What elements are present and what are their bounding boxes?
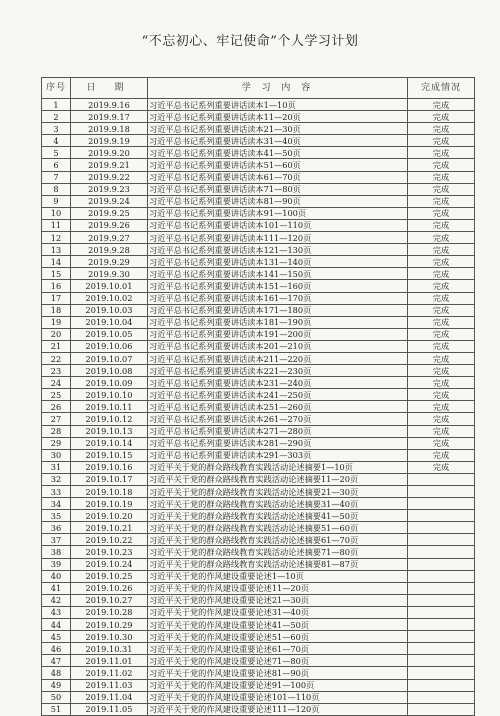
row-index: 29 bbox=[42, 437, 71, 449]
row-index: 17 bbox=[42, 292, 71, 304]
table-row bbox=[42, 449, 475, 461]
row-index: 27 bbox=[42, 413, 71, 425]
table-row bbox=[42, 667, 475, 679]
row-status: 完成 bbox=[408, 244, 475, 256]
row-status: 完成 bbox=[408, 123, 475, 135]
row-content: 习近平总书记系列重要讲话读本11—20页 bbox=[148, 111, 408, 123]
row-status bbox=[408, 498, 475, 510]
row-index: 44 bbox=[42, 619, 71, 631]
row-index: 28 bbox=[42, 425, 71, 437]
row-index: 21 bbox=[42, 340, 71, 352]
row-content: 习近平关于党的作风建设重要论述31—40页 bbox=[148, 606, 408, 618]
row-date: 2019.10.19 bbox=[71, 498, 148, 510]
row-index: 16 bbox=[42, 280, 71, 292]
row-content: 习近平关于党的作风建设重要论述71—80页 bbox=[148, 655, 408, 667]
row-index: 24 bbox=[42, 377, 71, 389]
table-row bbox=[42, 183, 475, 195]
row-date: 2019.9.24 bbox=[71, 195, 148, 207]
row-date: 2019.9.23 bbox=[71, 183, 148, 195]
row-index: 15 bbox=[42, 268, 71, 280]
row-index: 11 bbox=[42, 219, 71, 231]
row-content: 习近平总书记系列重要讲话读本271—280页 bbox=[148, 425, 408, 437]
row-index: 25 bbox=[42, 389, 71, 401]
row-index: 14 bbox=[42, 256, 71, 268]
row-date: 2019.9.27 bbox=[71, 232, 148, 244]
row-index: 13 bbox=[42, 244, 71, 256]
row-date: 2019.10.02 bbox=[71, 292, 148, 304]
row-status: 完成 bbox=[408, 352, 475, 364]
row-index: 4 bbox=[42, 135, 71, 147]
table-row bbox=[42, 328, 475, 340]
row-status: 完成 bbox=[408, 159, 475, 171]
row-index: 23 bbox=[42, 365, 71, 377]
table-row bbox=[42, 498, 475, 510]
row-status: 完成 bbox=[408, 328, 475, 340]
row-content: 习近平总书记系列重要讲话读本81—90页 bbox=[148, 195, 408, 207]
table-row bbox=[42, 99, 475, 111]
row-content: 习近平总书记系列重要讲话读本201—210页 bbox=[148, 340, 408, 352]
row-status bbox=[408, 655, 475, 667]
row-content: 习近平关于党的群众路线教育实践活动论述摘要71—80页 bbox=[148, 546, 408, 558]
row-status bbox=[408, 570, 475, 582]
row-date: 2019.10.29 bbox=[71, 619, 148, 631]
row-content: 习近平关于党的作风建设重要论述91—100页 bbox=[148, 679, 408, 691]
row-index: 38 bbox=[42, 546, 71, 558]
table-row bbox=[42, 643, 475, 655]
row-status: 完成 bbox=[408, 232, 475, 244]
row-date: 2019.10.30 bbox=[71, 631, 148, 643]
row-status bbox=[408, 691, 475, 703]
table-row bbox=[42, 207, 475, 219]
row-content: 习近平总书记系列重要讲话读本141—150页 bbox=[148, 268, 408, 280]
row-content: 习近平关于党的群众路线教育实践活动论述摘要11—20页 bbox=[148, 473, 408, 485]
row-content: 习近平总书记系列重要讲话读本181—190页 bbox=[148, 316, 408, 328]
table-row bbox=[42, 437, 475, 449]
row-index: 47 bbox=[42, 655, 71, 667]
row-date: 2019.10.22 bbox=[71, 534, 148, 546]
row-status: 完成 bbox=[408, 256, 475, 268]
row-date: 2019.9.16 bbox=[71, 99, 148, 111]
row-status: 完成 bbox=[408, 461, 475, 473]
row-date: 2019.10.15 bbox=[71, 449, 148, 461]
row-index: 30 bbox=[42, 449, 71, 461]
row-status bbox=[408, 606, 475, 618]
row-date: 2019.9.28 bbox=[71, 244, 148, 256]
row-status: 完成 bbox=[408, 316, 475, 328]
row-index: 43 bbox=[42, 606, 71, 618]
row-date: 2019.10.04 bbox=[71, 316, 148, 328]
row-date: 2019.11.03 bbox=[71, 679, 148, 691]
row-content: 习近平关于党的群众路线教育实践活动论述摘要41—50页 bbox=[148, 510, 408, 522]
row-content: 习近平关于党的作风建设重要论述11—20页 bbox=[148, 582, 408, 594]
row-date: 2019.9.26 bbox=[71, 219, 148, 231]
row-index: 39 bbox=[42, 558, 71, 570]
table-row bbox=[42, 534, 475, 546]
row-date: 2019.11.05 bbox=[71, 703, 148, 715]
row-date: 2019.10.20 bbox=[71, 510, 148, 522]
row-status: 完成 bbox=[408, 171, 475, 183]
row-status: 完成 bbox=[408, 219, 475, 231]
row-status: 完成 bbox=[408, 292, 475, 304]
row-content: 习近平总书记系列重要讲话读本111—120页 bbox=[148, 232, 408, 244]
row-content: 习近平总书记系列重要讲话读本31—40页 bbox=[148, 135, 408, 147]
row-date: 2019.10.10 bbox=[71, 389, 148, 401]
row-status: 完成 bbox=[408, 183, 475, 195]
row-index: 22 bbox=[42, 352, 71, 364]
row-index: 6 bbox=[42, 159, 71, 171]
row-date: 2019.11.01 bbox=[71, 655, 148, 667]
table-row bbox=[42, 365, 475, 377]
row-index: 45 bbox=[42, 631, 71, 643]
row-content: 习近平总书记系列重要讲话读本1—10页 bbox=[148, 99, 408, 111]
row-content: 习近平总书记系列重要讲话读本241—250页 bbox=[148, 389, 408, 401]
row-date: 2019.9.19 bbox=[71, 135, 148, 147]
row-content: 习近平总书记系列重要讲话读本71—80页 bbox=[148, 183, 408, 195]
table-row bbox=[42, 352, 475, 364]
table-row bbox=[42, 582, 475, 594]
table-row bbox=[42, 268, 475, 280]
row-date: 2019.10.17 bbox=[71, 473, 148, 485]
header-status: 完成情况 bbox=[408, 78, 475, 99]
row-date: 2019.10.25 bbox=[71, 570, 148, 582]
row-date: 2019.10.09 bbox=[71, 377, 148, 389]
row-index: 31 bbox=[42, 461, 71, 473]
row-date: 2019.10.08 bbox=[71, 365, 148, 377]
row-index: 2 bbox=[42, 111, 71, 123]
row-date: 2019.10.21 bbox=[71, 522, 148, 534]
table-row bbox=[42, 377, 475, 389]
row-content: 习近平关于党的群众路线教育实践活动论述摘要1—10页 bbox=[148, 461, 408, 473]
row-content: 习近平关于党的作风建设重要论述41—50页 bbox=[148, 619, 408, 631]
row-content: 习近平总书记系列重要讲话读本41—50页 bbox=[148, 147, 408, 159]
row-date: 2019.10.31 bbox=[71, 643, 148, 655]
row-content: 习近平关于党的作风建设重要论述111—120页 bbox=[148, 703, 408, 715]
row-status bbox=[408, 679, 475, 691]
row-date: 2019.10.01 bbox=[71, 280, 148, 292]
row-status bbox=[408, 558, 475, 570]
row-content: 习近平总书记系列重要讲话读本291—303页 bbox=[148, 449, 408, 461]
row-index: 46 bbox=[42, 643, 71, 655]
row-content: 习近平总书记系列重要讲话读本261—270页 bbox=[148, 413, 408, 425]
row-status bbox=[408, 522, 475, 534]
row-index: 49 bbox=[42, 679, 71, 691]
row-status bbox=[408, 546, 475, 558]
row-content: 习近平关于党的群众路线教育实践活动论述摘要61—70页 bbox=[148, 534, 408, 546]
row-content: 习近平总书记系列重要讲话读本151—160页 bbox=[148, 280, 408, 292]
row-date: 2019.10.16 bbox=[71, 461, 148, 473]
table-row bbox=[42, 389, 475, 401]
row-content: 习近平总书记系列重要讲话读本221—230页 bbox=[148, 365, 408, 377]
row-date: 2019.10.24 bbox=[71, 558, 148, 570]
table-row bbox=[42, 232, 475, 244]
row-status: 完成 bbox=[408, 304, 475, 316]
row-index: 36 bbox=[42, 522, 71, 534]
row-content: 习近平总书记系列重要讲话读本51—60页 bbox=[148, 159, 408, 171]
row-date: 2019.9.29 bbox=[71, 256, 148, 268]
table-row bbox=[42, 619, 475, 631]
table-row bbox=[42, 147, 475, 159]
header-date: 日 期 bbox=[71, 78, 148, 99]
row-status bbox=[408, 631, 475, 643]
row-content: 习近平关于党的作风建设重要论述61—70页 bbox=[148, 643, 408, 655]
row-content: 习近平关于党的群众路线教育实践活动论述摘要21—30页 bbox=[148, 486, 408, 498]
row-content: 习近平关于党的作风建设重要论述51—60页 bbox=[148, 631, 408, 643]
row-content: 习近平总书记系列重要讲话读本191—200页 bbox=[148, 328, 408, 340]
row-content: 习近平总书记系列重要讲话读本211—220页 bbox=[148, 352, 408, 364]
row-index: 37 bbox=[42, 534, 71, 546]
row-status: 完成 bbox=[408, 389, 475, 401]
table-row bbox=[42, 292, 475, 304]
table-row bbox=[42, 546, 475, 558]
table-row bbox=[42, 570, 475, 582]
row-date: 2019.10.13 bbox=[71, 425, 148, 437]
table-row bbox=[42, 316, 475, 328]
row-content: 习近平关于党的作风建设重要论述21—30页 bbox=[148, 594, 408, 606]
row-index: 18 bbox=[42, 304, 71, 316]
row-date: 2019.10.18 bbox=[71, 486, 148, 498]
page-title: “不忘初心、牢记使命”个人学习计划 bbox=[141, 34, 359, 49]
row-content: 习近平关于党的作风建设重要论述81—90页 bbox=[148, 667, 408, 679]
row-content: 习近平关于党的群众路线教育实践活动论述摘要81—87页 bbox=[148, 558, 408, 570]
row-status: 完成 bbox=[408, 437, 475, 449]
row-status: 完成 bbox=[408, 449, 475, 461]
row-status bbox=[408, 667, 475, 679]
row-content: 习近平总书记系列重要讲话读本281—290页 bbox=[148, 437, 408, 449]
row-content: 习近平总书记系列重要讲话读本231—240页 bbox=[148, 377, 408, 389]
row-content: 习近平总书记系列重要讲话读本61—70页 bbox=[148, 171, 408, 183]
row-status: 完成 bbox=[408, 207, 475, 219]
row-status: 完成 bbox=[408, 195, 475, 207]
row-index: 19 bbox=[42, 316, 71, 328]
row-index: 9 bbox=[42, 195, 71, 207]
row-status bbox=[408, 594, 475, 606]
row-index: 51 bbox=[42, 703, 71, 715]
table-row bbox=[42, 171, 475, 183]
table-row bbox=[42, 280, 475, 292]
row-date: 2019.9.17 bbox=[71, 111, 148, 123]
row-status: 完成 bbox=[408, 147, 475, 159]
table-row bbox=[42, 473, 475, 485]
row-index: 40 bbox=[42, 570, 71, 582]
table-row bbox=[42, 631, 475, 643]
row-status bbox=[408, 486, 475, 498]
row-index: 1 bbox=[42, 99, 71, 111]
table-row bbox=[42, 340, 475, 352]
row-date: 2019.10.07 bbox=[71, 352, 148, 364]
row-status bbox=[408, 643, 475, 655]
table-row bbox=[42, 219, 475, 231]
row-index: 35 bbox=[42, 510, 71, 522]
table-row bbox=[42, 195, 475, 207]
row-date: 2019.10.26 bbox=[71, 582, 148, 594]
table-row bbox=[42, 655, 475, 667]
row-status bbox=[408, 703, 475, 715]
row-content: 习近平总书记系列重要讲话读本171—180页 bbox=[148, 304, 408, 316]
row-status: 完成 bbox=[408, 111, 475, 123]
header-index: 序号 bbox=[42, 78, 71, 99]
table-row bbox=[42, 123, 475, 135]
row-status: 完成 bbox=[408, 365, 475, 377]
row-date: 2019.10.11 bbox=[71, 401, 148, 413]
table-row bbox=[42, 461, 475, 473]
row-date: 2019.10.12 bbox=[71, 413, 148, 425]
row-index: 7 bbox=[42, 171, 71, 183]
row-date: 2019.9.20 bbox=[71, 147, 148, 159]
table-row bbox=[42, 244, 475, 256]
row-content: 习近平总书记系列重要讲话读本101—110页 bbox=[148, 219, 408, 231]
row-index: 12 bbox=[42, 232, 71, 244]
row-content: 习近平关于党的作风建设重要论述1—10页 bbox=[148, 570, 408, 582]
row-date: 2019.9.22 bbox=[71, 171, 148, 183]
row-status bbox=[408, 534, 475, 546]
row-content: 习近平总书记系列重要讲话读本21—30页 bbox=[148, 123, 408, 135]
row-index: 3 bbox=[42, 123, 71, 135]
row-status: 完成 bbox=[408, 401, 475, 413]
table-row bbox=[42, 606, 475, 618]
row-status bbox=[408, 510, 475, 522]
row-date: 2019.9.25 bbox=[71, 207, 148, 219]
row-index: 42 bbox=[42, 594, 71, 606]
row-status: 完成 bbox=[408, 413, 475, 425]
table-row bbox=[42, 691, 475, 703]
row-date: 2019.9.30 bbox=[71, 268, 148, 280]
header-content: 学 习 内 容 bbox=[148, 78, 408, 99]
row-index: 5 bbox=[42, 147, 71, 159]
row-date: 2019.10.05 bbox=[71, 328, 148, 340]
table-row bbox=[42, 679, 475, 691]
row-date: 2019.10.28 bbox=[71, 606, 148, 618]
table-header-row bbox=[42, 78, 475, 99]
row-status: 完成 bbox=[408, 425, 475, 437]
table-row bbox=[42, 111, 475, 123]
table-row bbox=[42, 594, 475, 606]
table-row bbox=[42, 425, 475, 437]
row-status: 完成 bbox=[408, 135, 475, 147]
row-date: 2019.10.03 bbox=[71, 304, 148, 316]
row-date: 2019.11.02 bbox=[71, 667, 148, 679]
row-index: 10 bbox=[42, 207, 71, 219]
table-row bbox=[42, 486, 475, 498]
table-row bbox=[42, 135, 475, 147]
table-row bbox=[42, 159, 475, 171]
row-index: 33 bbox=[42, 486, 71, 498]
row-content: 习近平总书记系列重要讲话读本91—100页 bbox=[148, 207, 408, 219]
table-row bbox=[42, 703, 475, 715]
row-content: 习近平总书记系列重要讲话读本251—260页 bbox=[148, 401, 408, 413]
row-date: 2019.9.18 bbox=[71, 123, 148, 135]
table-row bbox=[42, 413, 475, 425]
row-status: 完成 bbox=[408, 340, 475, 352]
row-date: 2019.11.04 bbox=[71, 691, 148, 703]
row-index: 32 bbox=[42, 473, 71, 485]
row-index: 20 bbox=[42, 328, 71, 340]
row-status bbox=[408, 582, 475, 594]
row-index: 50 bbox=[42, 691, 71, 703]
row-content: 习近平总书记系列重要讲话读本131—140页 bbox=[148, 256, 408, 268]
row-content: 习近平关于党的群众路线教育实践活动论述摘要51—60页 bbox=[148, 522, 408, 534]
table-row bbox=[42, 522, 475, 534]
row-index: 48 bbox=[42, 667, 71, 679]
table-row bbox=[42, 304, 475, 316]
row-content: 习近平关于党的作风建设重要论述101—110页 bbox=[148, 691, 408, 703]
row-status: 完成 bbox=[408, 280, 475, 292]
row-status bbox=[408, 619, 475, 631]
row-status: 完成 bbox=[408, 99, 475, 111]
row-date: 2019.9.21 bbox=[71, 159, 148, 171]
row-status bbox=[408, 473, 475, 485]
row-content: 习近平关于党的群众路线教育实践活动论述摘要31—40页 bbox=[148, 498, 408, 510]
row-status: 完成 bbox=[408, 377, 475, 389]
row-index: 8 bbox=[42, 183, 71, 195]
row-date: 2019.10.23 bbox=[71, 546, 148, 558]
row-content: 习近平总书记系列重要讲话读本161—170页 bbox=[148, 292, 408, 304]
row-index: 41 bbox=[42, 582, 71, 594]
table-row bbox=[42, 401, 475, 413]
table-row bbox=[42, 510, 475, 522]
row-index: 34 bbox=[42, 498, 71, 510]
table-body bbox=[42, 99, 475, 716]
row-date: 2019.10.14 bbox=[71, 437, 148, 449]
study-plan-table bbox=[41, 77, 475, 716]
row-date: 2019.10.27 bbox=[71, 594, 148, 606]
table-row bbox=[42, 256, 475, 268]
row-index: 26 bbox=[42, 401, 71, 413]
table-row bbox=[42, 558, 475, 570]
row-status: 完成 bbox=[408, 268, 475, 280]
row-content: 习近平总书记系列重要讲话读本121—130页 bbox=[148, 244, 408, 256]
row-date: 2019.10.06 bbox=[71, 340, 148, 352]
